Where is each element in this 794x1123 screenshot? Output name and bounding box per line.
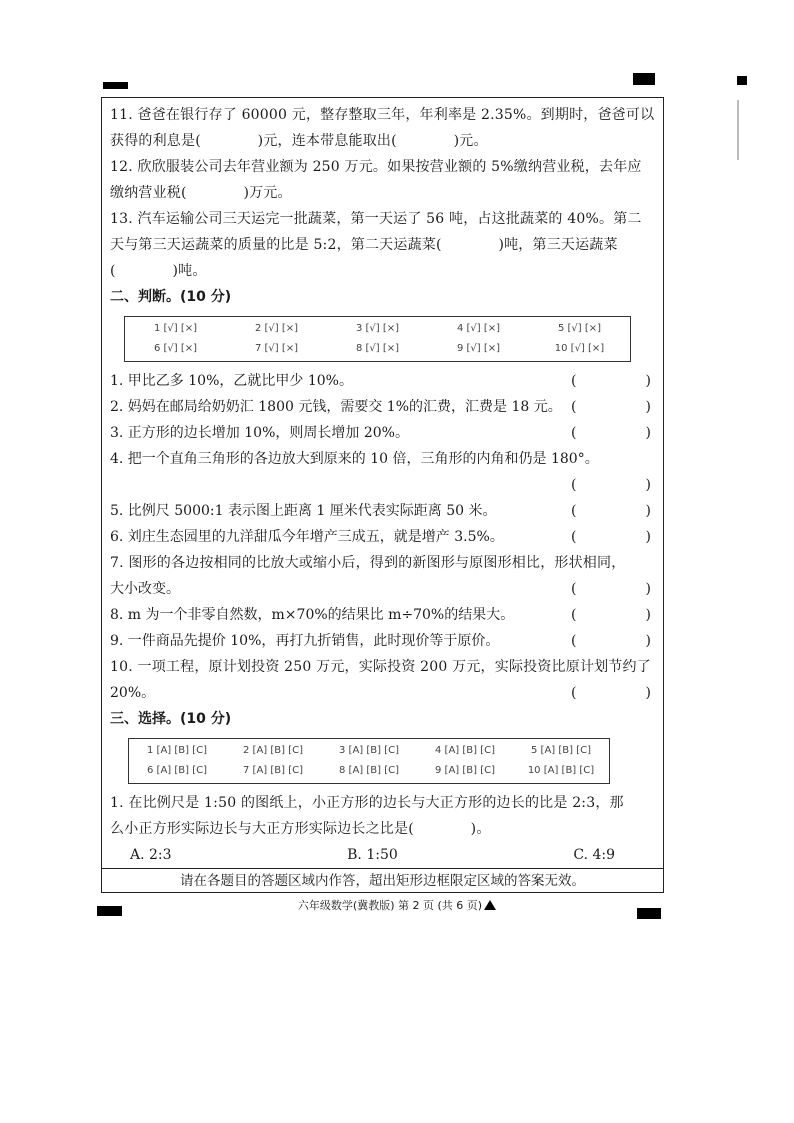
judge-q4-answer-line (110, 472, 655, 498)
paren-close: ) (645, 425, 651, 441)
judge-heading: 二、判断。(10 分) (110, 289, 232, 305)
judge-cell-4[interactable]: 4 [√] [×] (456, 323, 501, 334)
choice-cell-9[interactable]: 9 [A] [B] [C] (435, 765, 495, 776)
fill-q13-line2: 天与第三天运蔬菜的质量的比是 5:2，第二天运蔬菜( )吨，第三天运蔬菜 (110, 237, 618, 253)
choice-cell-3[interactable]: 3 [A] [B] [C] (339, 745, 399, 756)
registration-mark-top-left (103, 82, 128, 89)
choice-cell-1[interactable]: 1 [A] [B] [C] (147, 745, 207, 756)
judge-q1-answer-blank[interactable] (571, 368, 651, 394)
paren-close: ) (645, 581, 651, 597)
paren-open: ( (571, 373, 577, 389)
judge-q2-text: 2. 妈妈在邮局给奶奶汇 1800 元钱，需要交 1%的汇费，汇费是 18 元。 (110, 399, 562, 415)
paren-close: ) (645, 399, 651, 415)
paren-close: ) (645, 373, 651, 389)
judge-answer-grid (124, 316, 631, 362)
choice-q1-line2: 么小正方形实际边长与大正方形实际边长之比是( )。 (110, 821, 491, 837)
paren-open: ( (571, 477, 577, 493)
paren-open: ( (571, 503, 577, 519)
judge-q5-answer-blank[interactable] (571, 498, 651, 524)
fill-q12-line1: 12. 欣欣服装公司去年营业额为 250 万元。如果按营业额的 5%缴纳营业税，去年应 (110, 159, 642, 175)
judge-q9 (110, 628, 655, 654)
judge-cell-1[interactable]: 1 [√] [×] (153, 323, 198, 334)
choice-cell-5[interactable]: 5 [A] [B] [C] (531, 745, 591, 756)
fill-q13-line1: 13. 汽车运输公司三天运完一批蔬菜，第一天运了 56 吨，占这批蔬菜的 40%。第二 (110, 211, 642, 227)
judge-q3-text: 3. 正方形的边长增加 10%，则周长增加 20%。 (110, 425, 409, 441)
judge-q9-text: 9. 一件商品先提价 10%，再打九折销售，此时现价等于原价。 (110, 633, 500, 649)
option-a[interactable]: A. 2:3 (130, 847, 172, 863)
judge-q10-text: 20%。 (110, 685, 156, 701)
judge-q9-answer-blank[interactable] (571, 628, 651, 654)
judge-q6 (110, 524, 655, 550)
footer-text: 六年级数学(冀教版) 第 2 页 (共 6 页) (297, 899, 483, 912)
next-page-edge (737, 100, 739, 160)
judge-q10-line1: 10. 一项工程，原计划投资 250 万元，实际投资 200 万元，实际投资比原计划节约了 (110, 659, 651, 675)
fill-q11-line1: 11. 爸爸在银行存了 60000 元，整存整取三年，年利率是 2.35%。到期时，爸爸可以 (110, 107, 655, 123)
judge-q1 (110, 368, 655, 394)
judge-cell-8[interactable]: 8 [√] [×] (355, 343, 400, 354)
judge-q7-line2 (110, 576, 655, 602)
judge-q3-answer-blank[interactable] (571, 420, 651, 446)
paren-open: ( (571, 633, 577, 649)
choice-cell-8[interactable]: 8 [A] [B] [C] (339, 765, 399, 776)
answer-area-notice: 请在各题目的答题区域内作答，超出矩形边框限定区域的答案无效。 (101, 868, 664, 893)
paren-close: ) (645, 633, 651, 649)
paren-close: ) (645, 607, 651, 623)
option-c[interactable]: C. 4:9 (573, 847, 615, 863)
choice-heading: 三、选择。(10 分) (110, 711, 232, 727)
choice-cell-10[interactable]: 10 [A] [B] [C] (527, 765, 595, 776)
paren-open: ( (571, 529, 577, 545)
paren-open: ( (571, 685, 577, 701)
judge-q1-text: 1. 甲比乙多 10%，乙就比甲少 10%。 (110, 373, 353, 389)
judge-q6-answer-blank[interactable] (571, 524, 651, 550)
choice-q1-options (110, 842, 655, 868)
judge-cell-2[interactable]: 2 [√] [×] (254, 323, 299, 334)
judge-q8-answer-blank[interactable] (571, 602, 651, 628)
registration-mark-top-right (633, 73, 655, 85)
fill-q11-line2: 获得的利息是( )元，连本带息能取出( )元。 (110, 133, 488, 149)
judge-q10-line2 (110, 680, 655, 706)
judge-cell-5[interactable]: 5 [√] [×] (557, 323, 602, 334)
choice-q1-line1: 1. 在比例尺是 1:50 的图纸上，小正方形的边长与大正方形的边长的比是 2:3，那 (110, 795, 624, 811)
page-footer (0, 897, 794, 913)
judge-q2-answer-blank[interactable] (571, 394, 651, 420)
paren-close: ) (645, 503, 651, 519)
paren-open: ( (571, 425, 577, 441)
paren-close: ) (645, 685, 651, 701)
option-b[interactable]: B. 1:50 (347, 847, 398, 863)
paren-open: ( (571, 581, 577, 597)
judge-q5-text: 5. 比例尺 5000:1 表示图上距离 1 厘米代表实际距离 50 米。 (110, 503, 497, 519)
judge-q4-text: 4. 把一个直角三角形的各边放大到原来的 10 倍，三角形的内角和仍是 180°。 (110, 451, 599, 467)
judge-q2 (110, 394, 655, 420)
judge-cell-3[interactable]: 3 [√] [×] (355, 323, 400, 334)
judge-cell-6[interactable]: 6 [√] [×] (153, 343, 198, 354)
paren-close: ) (645, 529, 651, 545)
judge-cell-7[interactable]: 7 [√] [×] (254, 343, 299, 354)
judge-q4-answer-blank[interactable] (571, 472, 651, 498)
choice-grid-row-2 (129, 761, 609, 781)
judge-grid-row-2 (125, 339, 630, 359)
judge-q5 (110, 498, 655, 524)
judge-q3 (110, 420, 655, 446)
paren-open: ( (571, 399, 577, 415)
judge-q6-text: 6. 刘庄生态园里的九洋甜瓜今年增产三成五，就是增产 3.5%。 (110, 529, 504, 545)
triangle-icon (484, 900, 496, 910)
choice-cell-4[interactable]: 4 [A] [B] [C] (435, 745, 495, 756)
judge-cell-9[interactable]: 9 [√] [×] (456, 343, 501, 354)
page-content (110, 102, 655, 868)
fill-q13-line3: ( )吨。 (110, 263, 207, 279)
paren-open: ( (571, 607, 577, 623)
choice-cell-2[interactable]: 2 [A] [B] [C] (243, 745, 303, 756)
judge-q10-answer-blank[interactable] (571, 680, 651, 706)
judge-q7-answer-blank[interactable] (571, 576, 651, 602)
judge-q7-text: 大小改变。 (110, 581, 180, 597)
choice-cell-7[interactable]: 7 [A] [B] [C] (243, 765, 303, 776)
choice-cell-6[interactable]: 6 [A] [B] [C] (147, 765, 207, 776)
registration-mark-edge (737, 76, 747, 85)
fill-q12-line2: 缴纳营业税( )万元。 (110, 185, 292, 201)
judge-cell-10[interactable]: 10 [√] [×] (554, 343, 605, 354)
judge-q4 (110, 446, 655, 472)
paren-close: ) (645, 477, 651, 493)
choice-answer-grid (128, 738, 610, 784)
judge-q8-text: 8. m 为一个非零自然数，m×70%的结果比 m÷70%的结果大。 (110, 607, 515, 623)
judge-q7-line1: 7. 图形的各边按相同的比放大或缩小后，得到的新图形与原图形相比，形状相同， (110, 555, 626, 571)
judge-q8 (110, 602, 655, 628)
